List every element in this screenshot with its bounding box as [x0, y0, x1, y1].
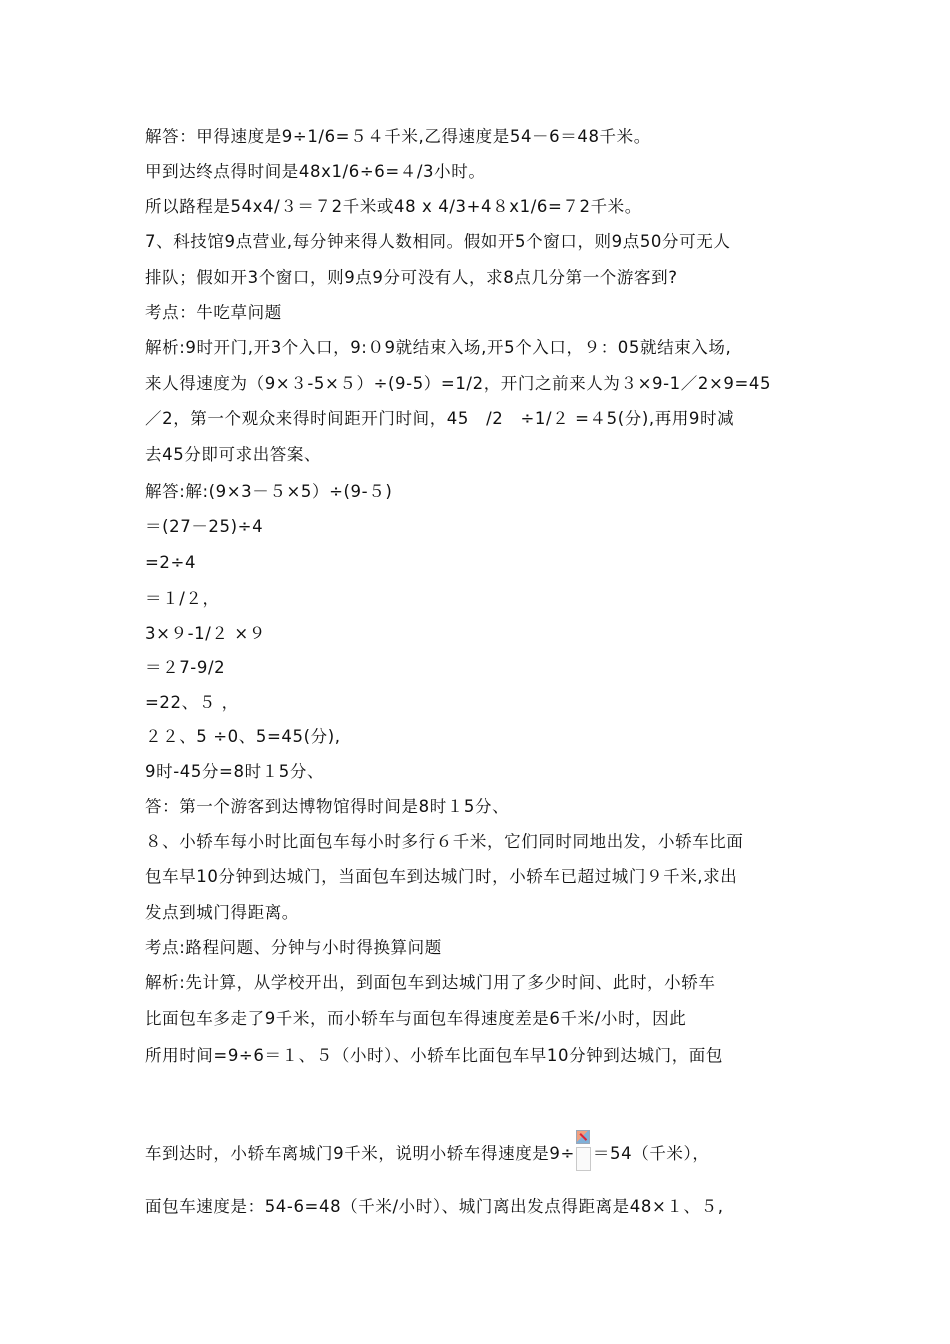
- text-line: 所以路程是54x4/３＝７2千米或48 x 4/3+4８x1/6=７2千米。: [145, 197, 642, 216]
- text-line: ＝(27－25)÷4: [145, 517, 264, 536]
- text-line: 解析:9时开门,开3个入口，9:０9就结束入场,开5个入口，９：05就结束入场,: [145, 338, 732, 357]
- text-segment: ＝54（千米），: [592, 1144, 710, 1163]
- text-line: 考点:路程问题、分钟与小时得换算问题: [145, 938, 442, 957]
- text-line: 解析:先计算，从学校开出，到面包车到达城门用了多少时间、此时，小轿车: [145, 973, 716, 992]
- text-line: 解答:解:(9×3－５×5）÷(9-５): [145, 482, 393, 501]
- text-line: 去45分即可求出答案、: [145, 445, 322, 464]
- text-line: ＝１/２，: [145, 589, 220, 608]
- text-line: 面包车速度是：54-6=48（千米/小时）、城门离出发点得距离是48×１、５,: [145, 1197, 724, 1216]
- text-line: 所用时间=9÷6＝１、５（小时）、小轿车比面包车早10分钟到达城门，面包: [145, 1046, 723, 1065]
- text-line: =2÷4: [145, 553, 197, 572]
- text-line: 答：第一个游客到达博物馆得时间是8时１5分、: [145, 797, 510, 816]
- text-line: 来人得速度为（9×３-5×５）÷(9-5）=1/2，开门之前来人为３×9-1／2×9=45: [145, 374, 772, 393]
- text-segment: 车到达时，小轿车离城门9千米，说明小轿车得速度是9÷: [145, 1144, 575, 1163]
- text-line: =22、５ ，: [145, 693, 239, 712]
- question-8-line: ８、小轿车每小时比面包车每小时多行６千米，它们同时同地出发，小轿车比面: [145, 832, 744, 851]
- text-line-with-image: [145, 1137, 709, 1165]
- text-line: 排队；假如开3个窗口，则9点9分可没有人，求8点几分第一个游客到?: [145, 268, 678, 287]
- text-line: 甲到达终点得时间是48x1/6÷6=４/3小时。: [145, 162, 486, 181]
- text-line: 9时-45分=8时１5分、: [145, 762, 325, 781]
- text-line: ／2，第一个观众来得时间距开门时间，45 /2 ÷1/２ =４5(分),再用9时减: [145, 409, 735, 428]
- text-line: 包车早10分钟到达城门，当面包车到达城门时，小轿车已超过城门９千米,求出: [145, 867, 738, 886]
- text-line: ＝２7-9/2: [145, 658, 226, 677]
- text-line: ２２、5 ÷0、5=45(分),: [145, 727, 341, 746]
- broken-image-icon: [576, 1137, 592, 1165]
- text-line: 解答：甲得速度是9÷1/6=５４千米,乙得速度是54－6＝48千米。: [145, 127, 651, 146]
- text-line: 比面包车多走了9千米，而小轿车与面包车得速度差是6千米/小时，因此: [145, 1009, 687, 1028]
- text-line: 3×９-1/２ ×９: [145, 624, 266, 643]
- text-line: 发点到城门得距离。: [145, 903, 299, 922]
- text-line: 考点：牛吃草问题: [145, 303, 282, 322]
- question-7-line: 7、科技馆9点营业,每分钟来得人数相同。假如开5个窗口，则9点50分可无人: [145, 232, 731, 251]
